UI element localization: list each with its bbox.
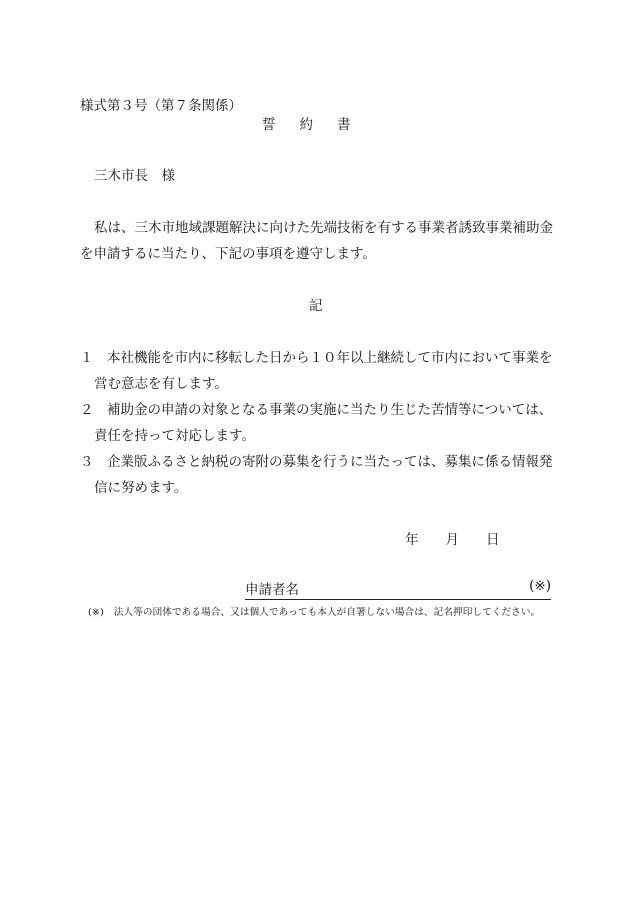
addressee: 三木市長 様 xyxy=(94,168,175,184)
item-3-line-2: 信に努めます。 xyxy=(94,480,188,496)
footnote-text: 法人等の団体である場合、又は個人であっても本人が自署しない場合は、記名押印してください。 xyxy=(113,607,541,618)
item-2-line-2: 責任を持って対応します。 xyxy=(94,428,255,444)
item-3-line-1 xyxy=(80,450,553,470)
item-2-text: 補助金の申請の対象となる事業の実施に当たり生じた苦情等については、 xyxy=(107,402,553,418)
item-3-number: ３ xyxy=(80,454,94,470)
intro-line-2: を申請するに当たり、下記の事項を遵守します。 xyxy=(80,246,376,262)
date-year: 年 xyxy=(405,532,419,548)
date-month: 月 xyxy=(445,532,459,548)
item-2-line-1 xyxy=(80,398,552,418)
item-1-line-1 xyxy=(80,346,553,366)
intro-line-1: 私は、三木市地域課題解決に向けた先端技術を有する事業者誘致事業補助金 xyxy=(94,220,553,236)
item-2-number: ２ xyxy=(80,402,94,418)
ki-heading: 記 xyxy=(309,298,323,314)
form-number: 様式第３号（第７条関係） xyxy=(80,98,242,114)
item-3-text: 企業版ふるさと納税の寄附の募集を行うに当たっては、募集に係る情報発 xyxy=(107,454,553,470)
date-line xyxy=(405,528,500,548)
applicant-mark: (※) xyxy=(529,578,551,594)
document-title: 誓約書 xyxy=(262,117,375,133)
applicant-label: 申請者名 xyxy=(245,582,299,598)
item-1-number: １ xyxy=(80,350,94,366)
applicant-name-field[interactable] xyxy=(245,578,551,600)
footnote-mark: (※) xyxy=(88,607,104,618)
footnote xyxy=(88,604,540,618)
item-1-text: 本社機能を市内に移転した日から１０年以上継続して市内において事業を xyxy=(107,350,553,366)
date-day: 日 xyxy=(486,532,500,548)
item-1-line-2: 営む意志を有します。 xyxy=(94,376,228,392)
